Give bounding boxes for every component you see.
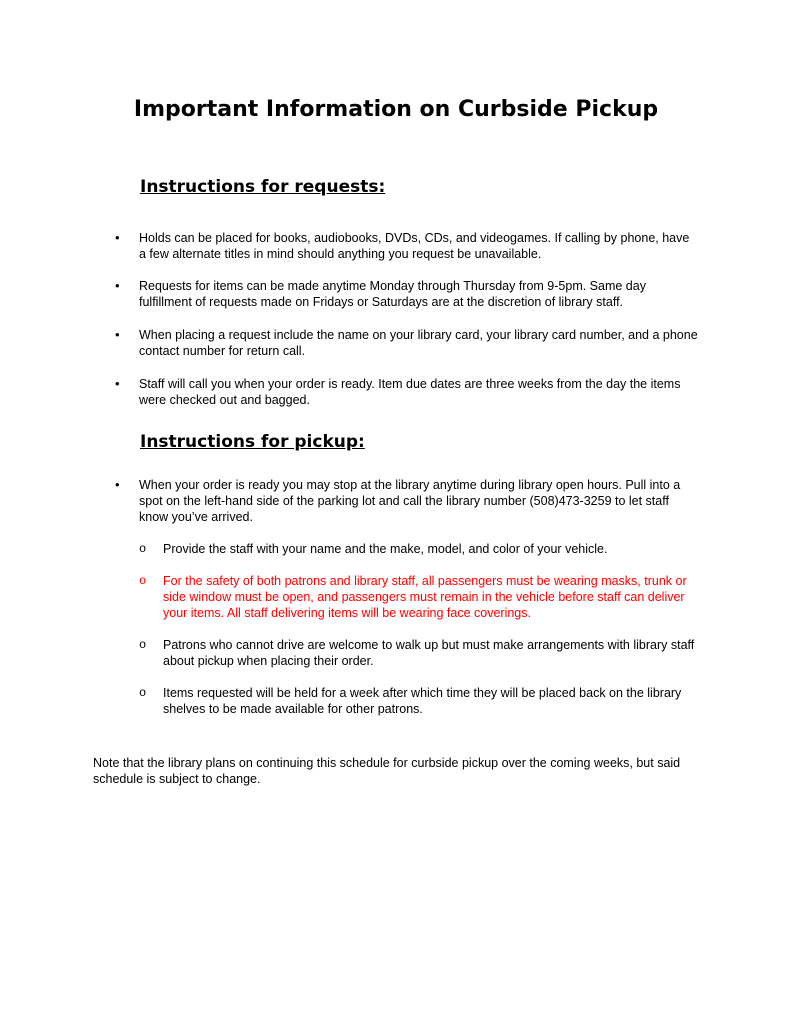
sub-list-item: [0, 541, 792, 557]
pickup-list: [0, 477, 792, 525]
pickup-heading: Instructions for pickup:: [140, 432, 365, 452]
sub-list-item: [0, 685, 792, 717]
document-title: Important Information on Curbside Pickup: [133, 97, 659, 122]
sub-list-item: [0, 637, 792, 669]
pickup-sublist: [0, 541, 792, 717]
list-item-text: Requests for items can be made anytime Monday through Thursday from 9-5pm. Same day fulfillment of requests made on Fridays or Saturdays are at the discretion of library staff.: [139, 279, 646, 309]
sub-list-item-text: Provide the staff with your name and the make, model, and color of your vehicle.: [163, 542, 608, 556]
sub-list-item-warning: [0, 573, 792, 621]
sub-bullet-marker: o: [139, 638, 147, 652]
bullet-marker: •: [115, 477, 120, 492]
bullet-marker: •: [115, 230, 120, 245]
requests-list: [0, 230, 792, 408]
list-item: [0, 230, 792, 262]
closing-note: Note that the library plans on continuing this schedule for curbside pickup over the coming weeks, but said schedule is subject to change.: [93, 756, 681, 786]
list-item: [0, 477, 792, 525]
list-item-text: When placing a request include the name on your library card, your library card number, and a phone contact number for return call.: [139, 328, 698, 358]
list-item-text: Holds can be placed for books, audiobooks, DVDs, CDs, and videogames. If calling by phone, have a few alternate titles in mind should anything you request be unavailable.: [139, 231, 690, 261]
list-item: [0, 376, 792, 408]
sub-list-item-text: For the safety of both patrons and library staff, all passengers must be wearing masks, trunk or side window must be open, and passengers must remain in the vehicle before staff can deliver your items. All staff delivering items will be wearing face coverings.: [163, 574, 687, 620]
sub-list-item-text: Patrons who cannot drive are welcome to walk up but must make arrangements with library staff about pickup when placing their order.: [163, 638, 695, 668]
list-item-text: Staff will call you when your order is ready. Item due dates are three weeks from the day the items were checked out and bagged.: [139, 377, 681, 407]
requests-heading: Instructions for requests:: [140, 177, 386, 197]
sub-bullet-marker: o: [139, 542, 147, 556]
bullet-marker: •: [115, 278, 120, 293]
list-item-text: When your order is ready you may stop at the library anytime during library open hours. Pull into a spot on the left-hand side of the parking lot and call the library number (508)473-3259 to let staff know you’ve arrived.: [139, 478, 681, 524]
bullet-marker: •: [115, 376, 120, 391]
bullet-marker: •: [115, 327, 120, 342]
list-item: [0, 278, 792, 310]
list-item: [0, 327, 792, 359]
sub-bullet-marker: o: [139, 574, 147, 588]
sub-list-item-text: Items requested will be held for a week after which time they will be placed back on the library shelves to be made available for other patrons.: [163, 686, 682, 716]
sub-bullet-marker: o: [139, 686, 147, 700]
